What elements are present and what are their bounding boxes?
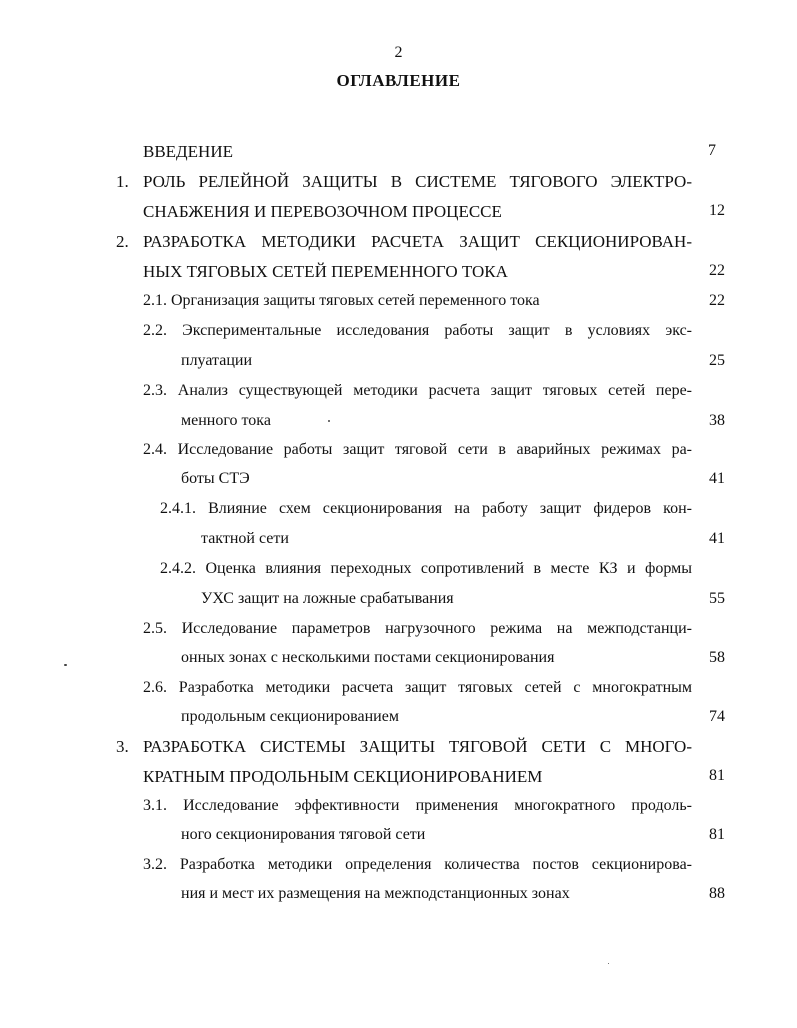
toc-page: 12 — [709, 202, 725, 219]
toc-label-cont: КРАТНЫМ ПРОДОЛЬНЫМ СЕКЦИОНИРОВАНИЕМ — [143, 767, 543, 786]
toc-label-cont: плуатации — [181, 352, 252, 369]
toc-label-cont: УХС защит на ложные срабатывания — [201, 590, 454, 607]
toc-label: 2.1. Организация защиты тяговых сетей переменного тока — [143, 292, 540, 309]
toc-label-cont: тактной сети — [201, 530, 289, 547]
toc-page: 25 — [709, 352, 725, 369]
toc-page: 41 — [709, 470, 725, 487]
toc-label-cont: СНАБЖЕНИЯ И ПЕРЕВОЗОЧНОМ ПРОЦЕССЕ — [143, 202, 502, 221]
page-title: ОГЛАВЛЕНИЕ — [336, 71, 461, 90]
toc-page: 7 — [708, 142, 716, 159]
toc-page: 88 — [709, 885, 725, 902]
toc-label-cont: менного тока — [181, 412, 271, 429]
scan-speck — [328, 420, 330, 422]
toc-page: 22 — [709, 262, 725, 279]
toc-number: 3. — [116, 737, 129, 756]
toc-label: РАЗРАБОТКА СИСТЕМЫ ЗАЩИТЫ ТЯГОВОЙ СЕТИ С МНОГО- — [143, 737, 692, 756]
toc-label: 2.6. Разработка методики расчета защит тяговых сетей с многократным — [143, 679, 692, 696]
toc-page: 74 — [709, 708, 725, 725]
toc-label: 2.4. Исследование работы защит тяговой сети в аварийных режимах ра- — [143, 441, 692, 458]
toc-label-cont: ного секционирования тяговой сети — [181, 826, 426, 843]
toc-page: 81 — [709, 826, 725, 843]
scan-speck — [64, 664, 67, 666]
toc-page: 81 — [709, 767, 725, 784]
toc-page: 38 — [709, 412, 725, 429]
toc-label: ВВЕДЕНИЕ — [143, 142, 233, 161]
toc-label-cont: онных зонах с несколькими постами секционирования — [181, 649, 555, 666]
toc-label: РАЗРАБОТКА МЕТОДИКИ РАСЧЕТА ЗАЩИТ СЕКЦИОНИРОВАН- — [143, 232, 692, 251]
toc-label-cont: ния и мест их размещения на межподстанционных зонах — [181, 885, 570, 902]
toc-label: 2.4.1. Влияние схем секционирования на работу защит фидеров кон- — [160, 500, 692, 517]
toc-number: 2. — [116, 232, 129, 251]
toc-label: 3.1. Исследование эффективности применения многократного продоль- — [143, 797, 692, 814]
toc-page: 55 — [709, 590, 725, 607]
toc-label-cont: продольным секционированием — [181, 708, 399, 725]
scan-speck — [608, 963, 609, 964]
toc-label: 2.5. Исследование параметров нагрузочного режима на межподстанци- — [143, 620, 692, 637]
page-number: 2 — [394, 44, 403, 61]
toc-page: 58 — [709, 649, 725, 666]
toc-label: 2.2. Экспериментальные исследования работы защит в условиях экс- — [143, 322, 692, 339]
toc-label-cont: НЫХ ТЯГОВЫХ СЕТЕЙ ПЕРЕМЕННОГО ТОКА — [143, 262, 508, 281]
toc-label: РОЛЬ РЕЛЕЙНОЙ ЗАЩИТЫ В СИСТЕМЕ ТЯГОВОГО ЭЛЕКТРО- — [143, 172, 692, 191]
toc-label: 2.3. Анализ существующей методики расчета защит тяговых сетей пере- — [143, 382, 692, 399]
toc-page: 22 — [709, 292, 725, 309]
toc-number: 1. — [116, 172, 129, 191]
toc-page: 41 — [709, 530, 725, 547]
toc-label-cont: боты СТЭ — [181, 470, 250, 487]
toc-label: 2.4.2. Оценка влияния переходных сопротивлений в месте КЗ и формы — [160, 560, 692, 577]
toc-label: 3.2. Разработка методики определения количества постов секционирова- — [143, 856, 692, 873]
